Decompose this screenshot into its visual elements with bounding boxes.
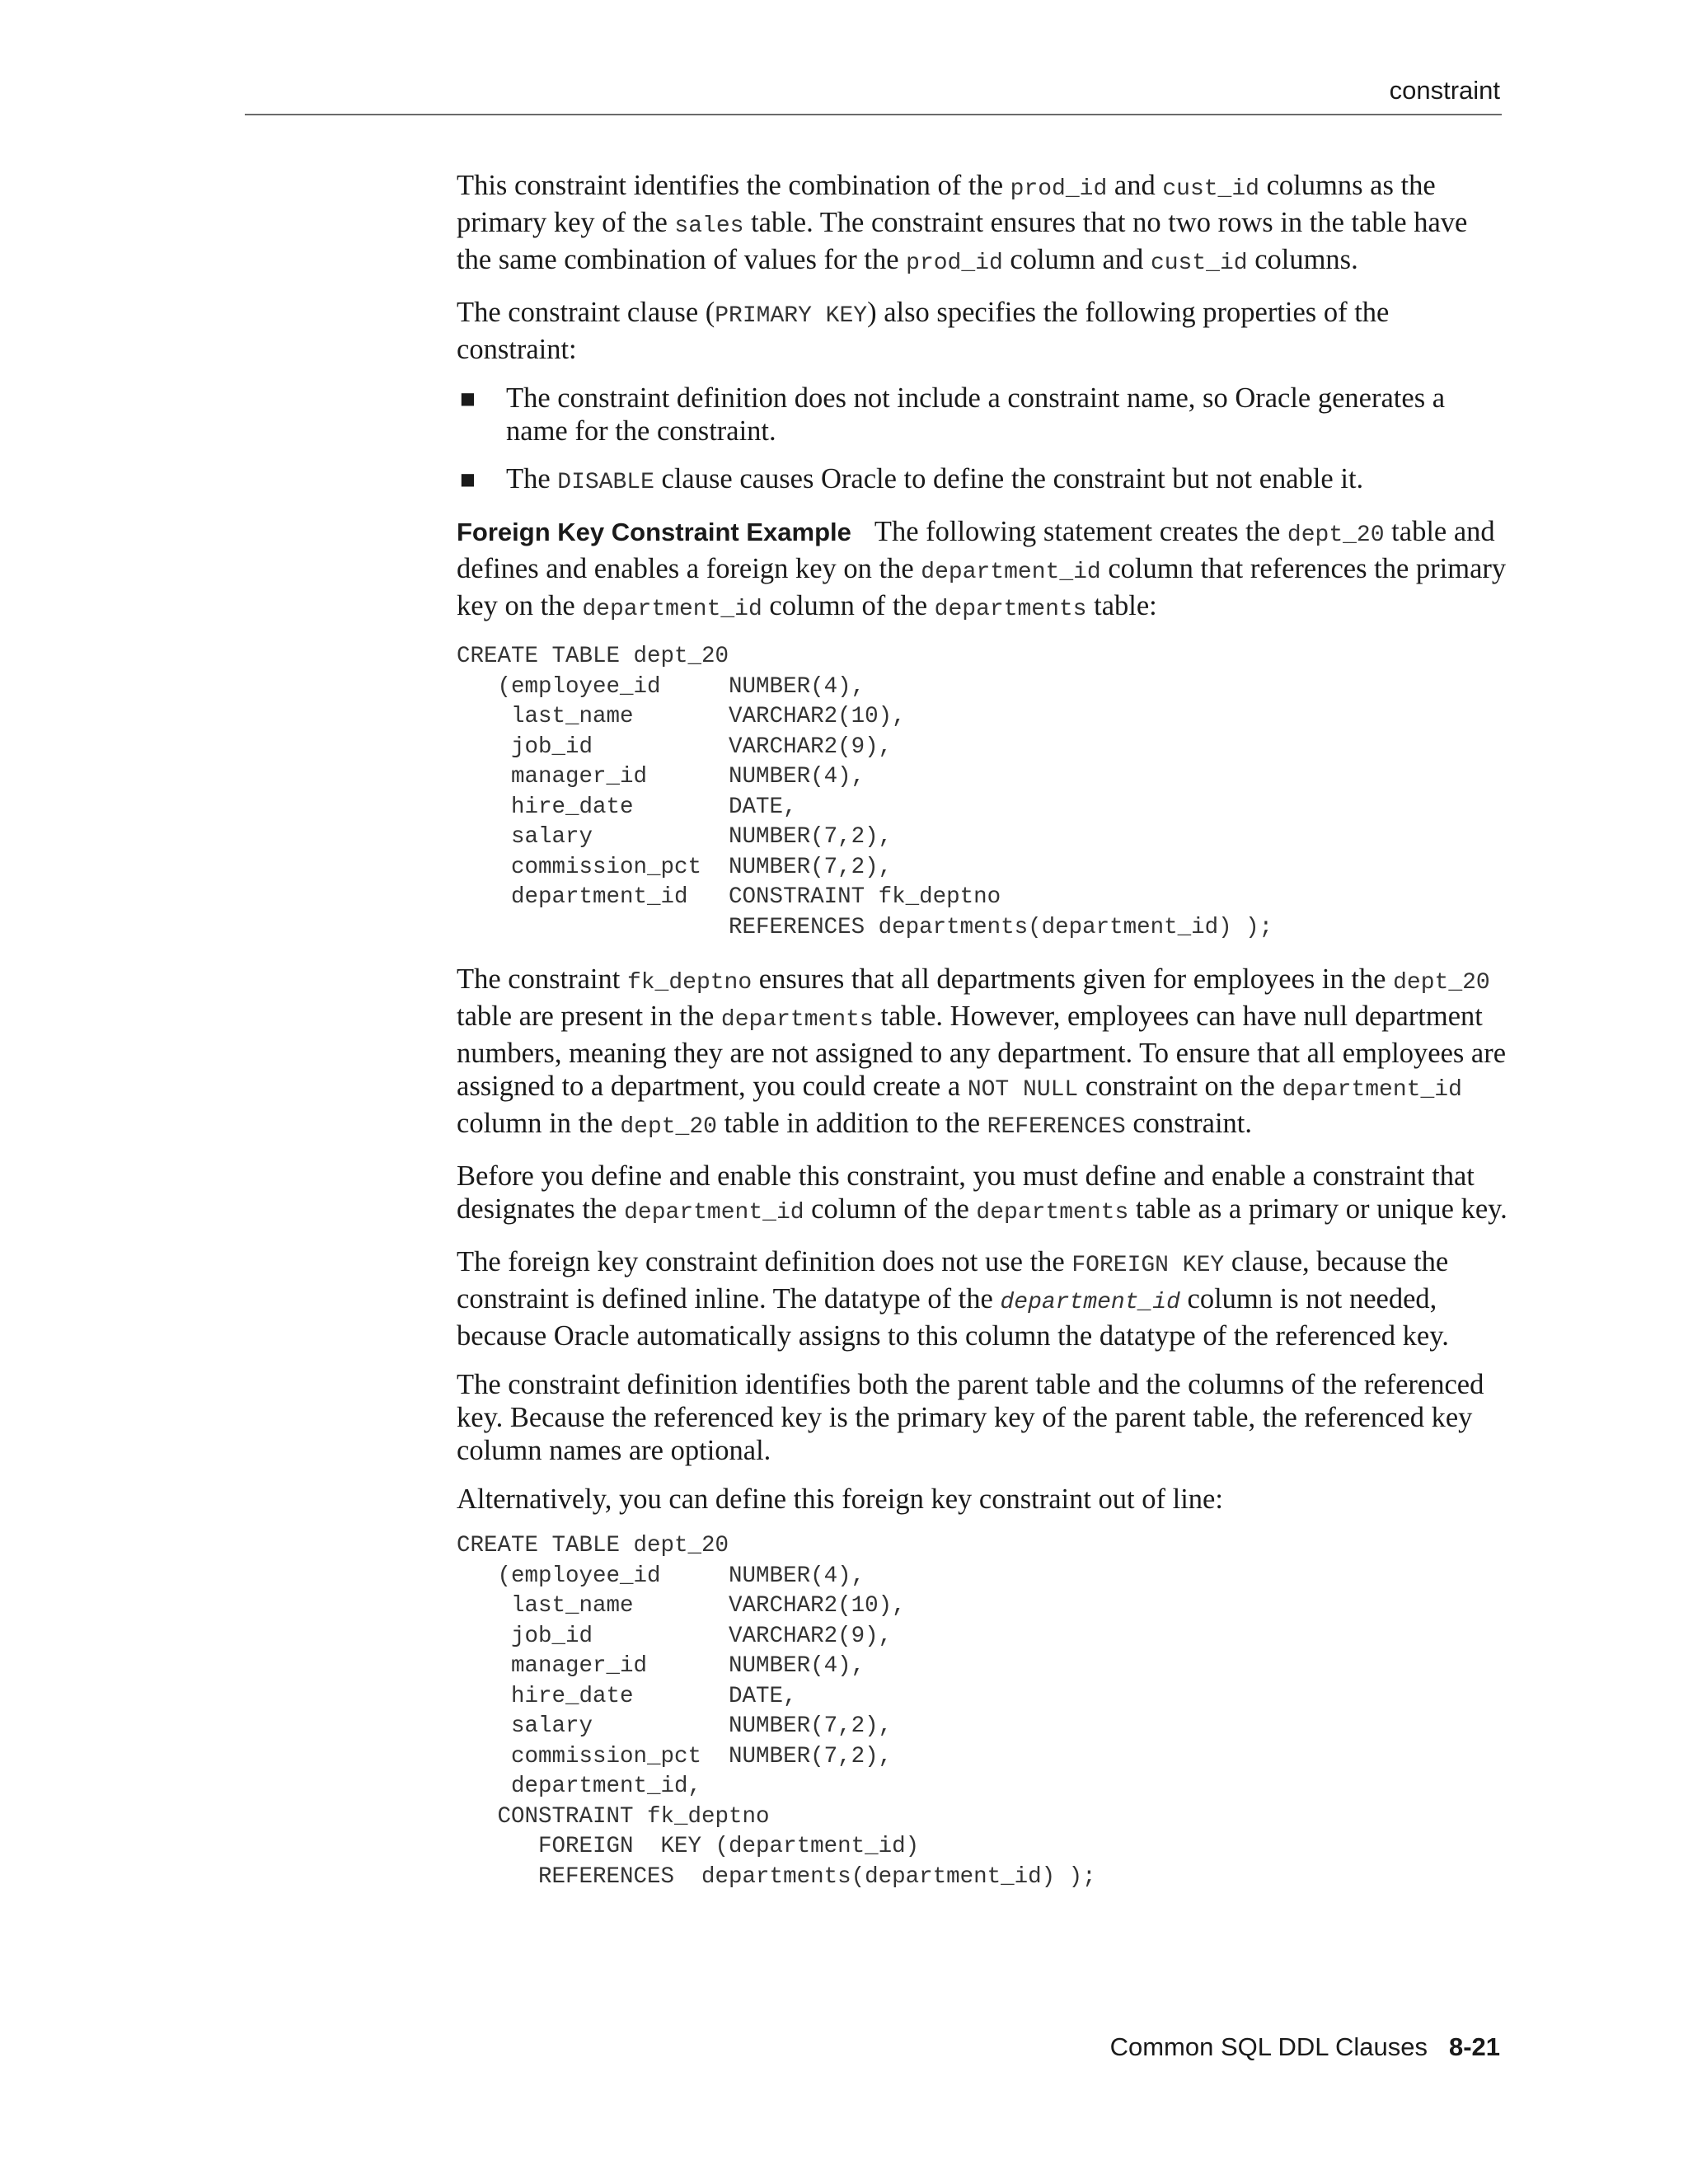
text-run: columns as the primary key of the <box>457 170 1436 238</box>
code-example-out-of-line-constraint: CREATE TABLE dept_20 (employee_id NUMBER(4), last_name VARCHAR2(10), job_id VARCHAR2(9), manager_id NUMBER(4), hire_date DATE, salary NUMBER(7,2), commission_pct NUMBER(7,2), department_id, CONSTRAINT fk_deptno FOREIGN KEY (department_id) REFERENCES departments(department_id) ); <box>457 1533 1096 1890</box>
text-run: Alternatively, you can define this foreign key constraint out of line: <box>457 1483 1223 1515</box>
text-run: table are present in the <box>457 1001 721 1032</box>
inline-code: departments <box>720 1007 874 1033</box>
inline-code: PRIMARY KEY <box>715 303 868 329</box>
inline-code: department_id <box>582 597 762 622</box>
text-run: The constraint definition identifies both the parent table and the columns of the referenced key. Because the referenced key is the primary key of the parent table, the referenced key column names are optional. <box>457 1369 1484 1466</box>
paragraph-parent-table <box>457 1368 1507 1467</box>
page-body <box>457 169 1507 1912</box>
inline-code: dept_20 <box>1287 523 1385 548</box>
text-run: The constraint clause ( <box>457 297 715 328</box>
inline-code: prod_id <box>1010 176 1108 202</box>
text-run: column of the <box>762 590 935 621</box>
inline-code: department_id <box>624 1200 804 1226</box>
inline-code: dept_20 <box>1393 970 1490 996</box>
text-run: table. However, employees can have null department numbers, meaning they are not assigned to any department. To ensure that all employees are assigned to a department, you could create a <box>457 1001 1507 1102</box>
square-bullet-icon: ■ <box>460 388 476 408</box>
text-run: constraint on the <box>1078 1071 1282 1102</box>
text-run: ensures that all departments given for employees in the <box>752 963 1394 995</box>
inline-code: DISABLE <box>557 470 654 495</box>
paragraph-foreign-key-example <box>457 515 1507 626</box>
text-run: The following statement creates the <box>874 516 1287 547</box>
inline-code: cust_id <box>1162 176 1259 202</box>
text-run: table and defines and enables a foreign key on the <box>457 516 1495 584</box>
text-run: Before you define and enable this constraint, you must define and enable a constraint that designates the <box>457 1160 1475 1225</box>
square-bullet-icon: ■ <box>460 469 476 489</box>
paragraph-fk-deptno-explanation <box>457 963 1507 1144</box>
text-run: table in addition to the <box>716 1108 987 1139</box>
inline-code: prod_id <box>906 251 1003 276</box>
paragraph-prerequisite <box>457 1160 1507 1230</box>
paragraph-foreign-key-clause <box>457 1245 1507 1352</box>
code-example-inline-constraint: CREATE TABLE dept_20 (employee_id NUMBER(4), last_name VARCHAR2(10), job_id VARCHAR2(9), manager_id NUMBER(4), hire_date DATE, salary NUMBER(7,2), commission_pct NUMBER(7,2), department_id CONSTRAINT fk_deptno REFERENCES departments(department_id) ); <box>457 644 1273 940</box>
text-run: The <box>506 463 558 494</box>
inline-code: department_id <box>921 560 1101 585</box>
inline-code: departments <box>976 1200 1129 1226</box>
page-footer <box>1110 2032 1500 2062</box>
text-run: column that references the primary key on the <box>457 553 1507 621</box>
text-run: This constraint identifies the combination of the <box>457 170 1010 201</box>
text-run: clause causes Oracle to define the constraint but not enable it. <box>654 463 1364 494</box>
paragraph-constraint-clause <box>457 296 1507 366</box>
text-run: constraint. <box>1125 1108 1252 1139</box>
inline-code: departments <box>934 597 1087 622</box>
text-run: column and <box>1002 244 1151 275</box>
inline-code-italic: department_id <box>1000 1290 1180 1315</box>
inline-code: FOREIGN KEY <box>1071 1253 1225 1278</box>
paragraph-primary-key-description <box>457 169 1507 280</box>
footer-section-title: Common SQL DDL Clauses <box>1109 2032 1428 2061</box>
text-run: The constraint <box>457 963 627 995</box>
inline-code: department_id <box>1282 1077 1462 1103</box>
text-run: table as a primary or unique key. <box>1128 1193 1507 1225</box>
text-run: columns. <box>1247 244 1358 275</box>
text-run: column in the <box>457 1108 621 1139</box>
text-run: column of the <box>804 1193 977 1225</box>
running-head-title: constraint <box>1389 76 1500 105</box>
inline-code: dept_20 <box>620 1114 717 1140</box>
text-run: ) also specifies the following properties of the constraint: <box>457 297 1390 365</box>
bullet-item <box>457 382 1507 448</box>
inline-code: fk_deptno <box>626 970 753 996</box>
text-run: and <box>1107 170 1163 201</box>
text-run: column is not needed, because Oracle automatically assigns to this column the datatype of the referenced key. <box>457 1283 1449 1352</box>
paragraph-out-of-line-intro <box>457 1483 1507 1516</box>
header-divider <box>245 114 1502 115</box>
bullet-item <box>457 462 1507 499</box>
inline-code: NOT NULL <box>967 1077 1079 1103</box>
inline-code: REFERENCES <box>987 1114 1126 1140</box>
text-run: table. The constraint ensures that no two rows in the table have the same combination of values for the <box>457 207 1468 275</box>
text-run: The foreign key constraint definition does not use the <box>457 1246 1072 1277</box>
text-run: table: <box>1086 590 1157 621</box>
text-run: clause, because the constraint is defined inline. The datatype of the <box>457 1246 1449 1315</box>
text-run: The constraint definition does not include a constraint name, so Oracle generates a name for the constraint. <box>506 382 1446 447</box>
inline-code: sales <box>674 213 744 239</box>
example-heading: Foreign Key Constraint Example <box>457 518 851 546</box>
bullet-list <box>457 382 1507 499</box>
inline-code: cust_id <box>1150 251 1248 276</box>
page-number: 8-21 <box>1448 2032 1500 2061</box>
